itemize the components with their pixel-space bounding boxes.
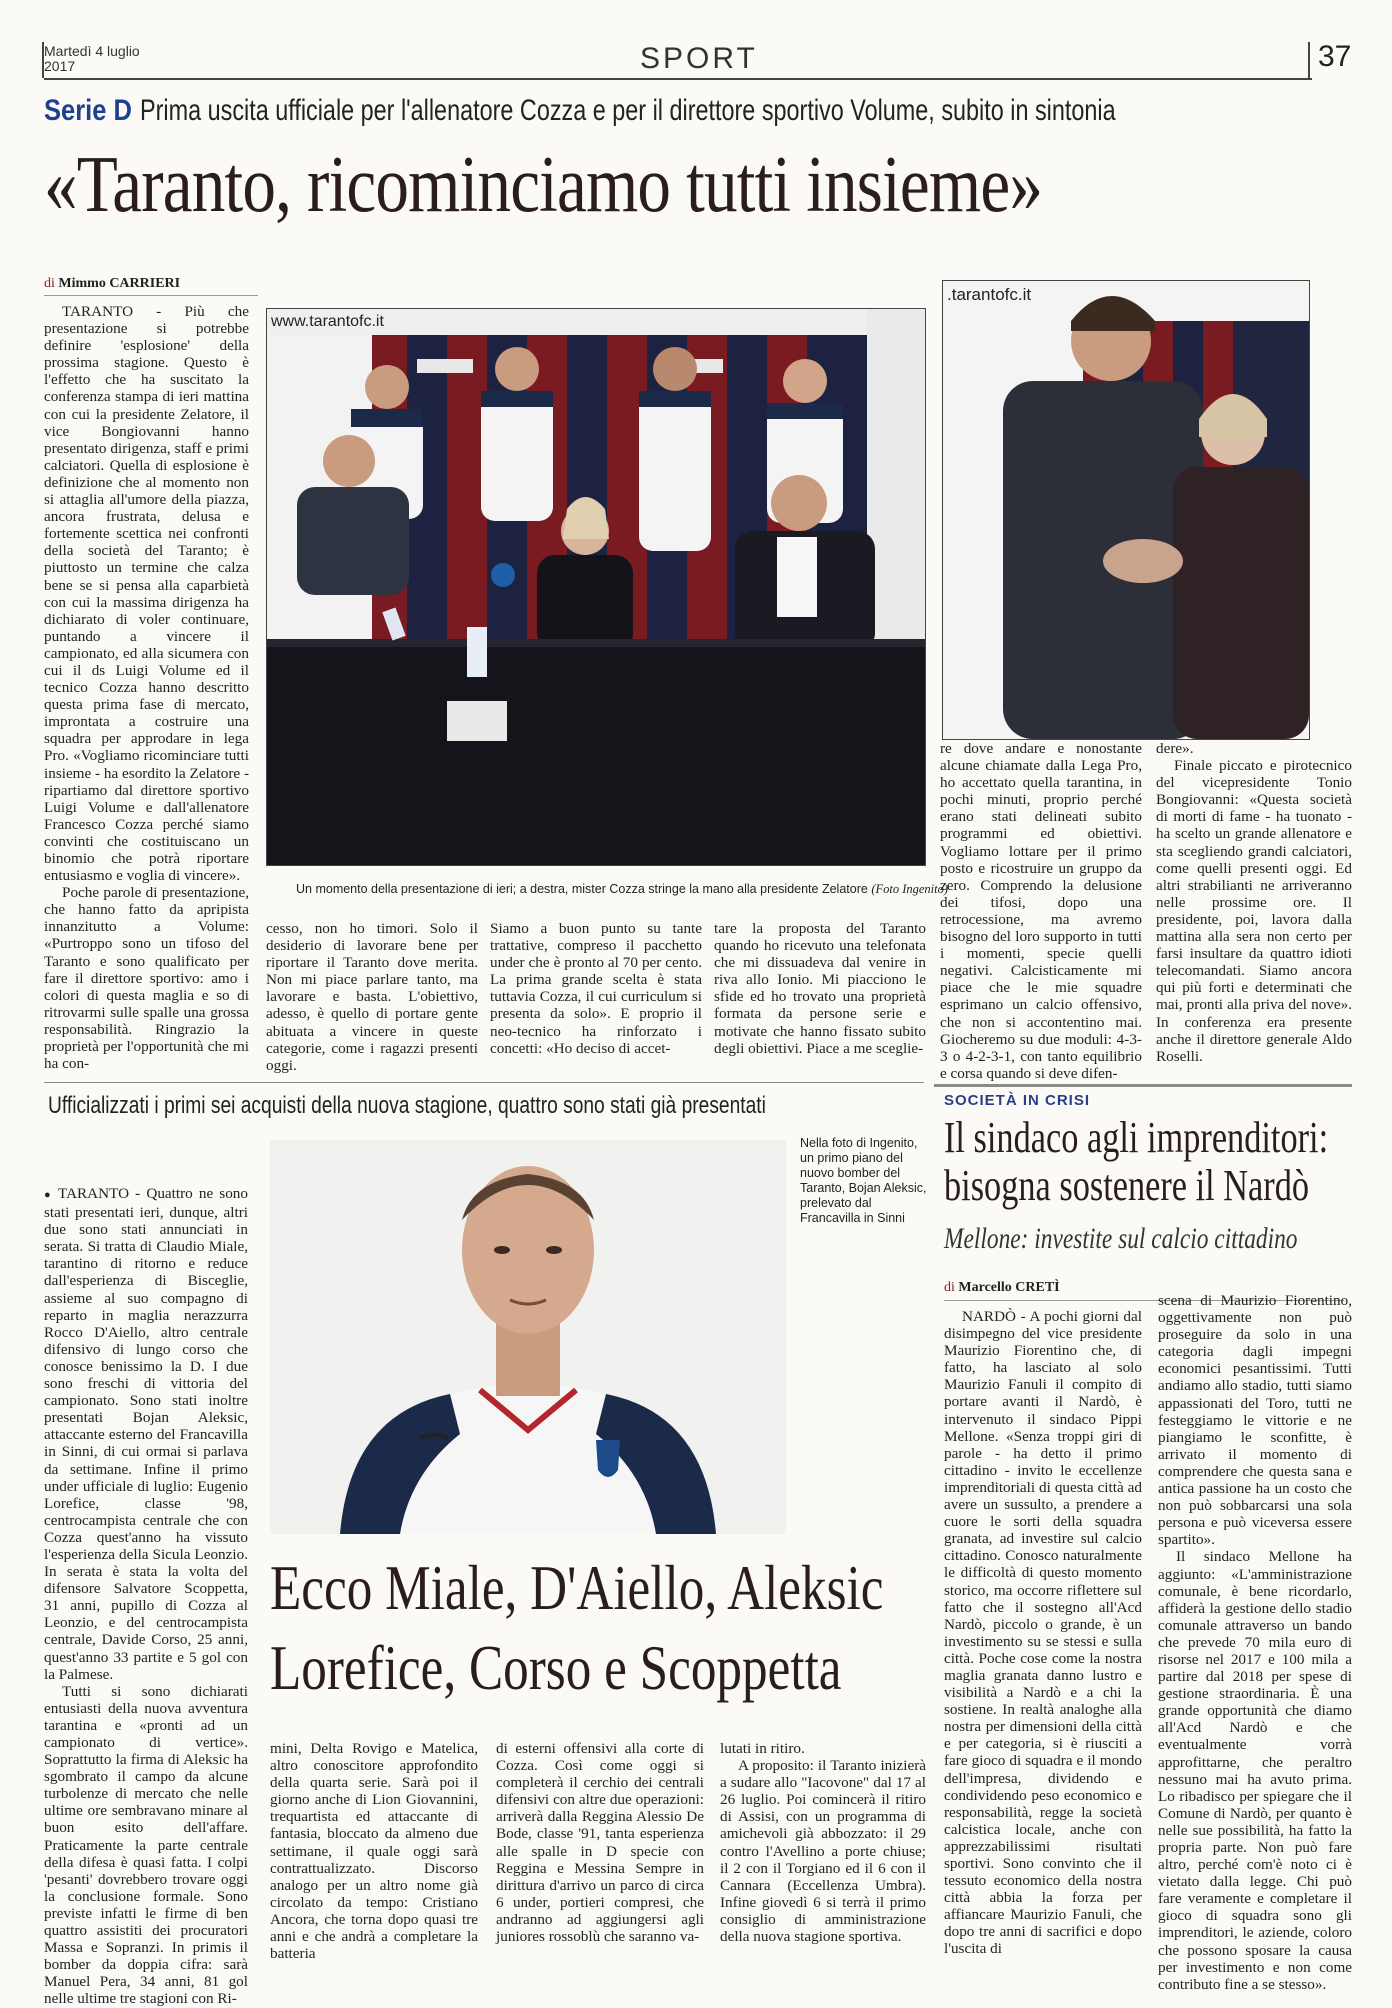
- page-number: 37: [1318, 40, 1352, 73]
- second-article-col-4: lutati in ritiro. A proposito: il Taranto inizierà a sudare allo "Iacovone" dal 17 al 26 luglio. Poi comincerà il ritiro di Assisi, con un programma di amichevoli già abbozzato: il 29 contro l'Avellino a porte chiuse; il 2 con il Torgiano ed il 6 con il Cannara (Eccellenza Umbra). Infine giovedì 6 si terrà il primo consiglio di amministrazione della nuova stagione sportiva.: [720, 1740, 926, 1946]
- main-article-col-4: tare la proposta del Taranto quando ho ricevuto una telefonata che mi dissuadeva dal venire in riva allo Ionio. Mi piacciono le sfide ed ho trovato una proprietà formata da persone serie e motivate che hanno fissato subito degli obiettivi. Piace a me sceglie-: [714, 920, 926, 1057]
- main-article-col-5: re dove andare e nonostante alcune chiamate dalla Lega Pro, ho accettato quella tarantina, in pochi minuti, proprio perché erano stati delineati subito programmi ed obiettivi. Vogliamo lottare per il primo posto e ricostruire un gruppo da zero. Comprendo la delusione dei tifosi, dopo una retrocessione, ma avremo bisogno del loro supporto in tutti i momenti, specie quelli negativi. Calcisticamente mi piace che le mie squadre esprimano un calcio offensivo, che non si accontentino mai. Giocheremo su due moduli: 4-3-3 o 4-2-3-1, con tanto equilibrio e corsa quando si deve difen-: [940, 740, 1142, 1082]
- main-article-col-2: cesso, non ho timori. Solo il desiderio di lavorare bene per riportare il Taranto dove merita. Non mi piace parlare tanto, ma lavorare e basta. L'obiettivo, adesso, è quello di portare gente abituata a vincere in queste categorie, come i ragazzi presenti oggi.: [266, 920, 478, 1074]
- aleksic-portrait-photo: [270, 1140, 786, 1534]
- third-byline: di Marcello CRETÌ: [944, 1280, 1060, 1295]
- handshake-photo: [942, 280, 1310, 740]
- aleksic-caption: Nella foto di Ingenito, un primo piano del nuovo bomber del Taranto, Bojan Aleksic, prelevato dal Francavilla in Sinni: [800, 1136, 927, 1225]
- main-kicker-tag: Serie D: [44, 94, 132, 127]
- section-title: SPORT: [640, 42, 758, 75]
- third-article-col-2: scena di Maurizio Fiorentino, oggettivamente non può proseguire da solo in una categoria dagli impegni economici pesantissimi. Tutti andiamo allo stadio, tutti siamo appassionati del Toro, tutti ne festeggiamo le vittorie e ne piangiamo le sconfitte, è arrivato il momento di comprendere che questa sana e antica passione ha un costo che non può sobbarcarsi una sola persona e può viceversa essere spartito». Il sindaco Mellone ha aggiunto: «L'amministrazione comunale, è bene ricordarlo, affiderà la gestione dello stadio comunale attraverso un bando che prevede 70 mila euro di risorse nel 2017 e 100 mila a partire dal 2018 per spese di gestione straordinaria. È una grande opportunità che diamo all'Acd Nardò e che eventualmente vorrà approfittarne, che peraltro nessuno mai ha avuto prima. Lo ribadisco per spiegare che il Comune di Nardò, per quanto è nelle sue possibilità, ha fatto la propria parte. Non può fare altro, perché com'è noto ci è vietato dalla legge. Chi può fare veramente e completare il gioco di squadra sono gli imprenditori, le aziende, coloro che possono sposare la causa per investimento e non come contributo fine a se stesso».: [1158, 1292, 1352, 1993]
- main-byline: di Mimmo CARRIERI: [44, 276, 181, 291]
- press-conference-image: [267, 309, 925, 865]
- main-kicker-text: Prima uscita ufficiale per l'allenatore Cozza e per il direttore sportivo Volume, subito in sintonia: [139, 94, 1116, 127]
- third-subheadline: Mellone: investite sul calcio cittadino: [944, 1222, 1298, 1255]
- crisis-tag: SOCIETÀ IN CRISI: [944, 1092, 1091, 1109]
- second-headline: Ecco Miale, D'Aiello, Aleksic Lorefice, Corso e Scoppetta: [270, 1552, 884, 1703]
- aleksic-portrait-image: [270, 1140, 786, 1534]
- third-article-col-1: NARDÒ - A pochi giorni dal disimpegno del vice presidente Maurizio Fiorentino che, di fatto, ha lasciato al solo Maurizio Fanuli il compito di portare avanti il Nardò, è intervenuto il sindaco Pippi Mellone. «Senza troppi giri di parole - ha detto il primo cittadino - invito le eccellenze imprenditoriali di questa città ad avere un sussulto, a prendere a cuore le sorti della squadra granata, ad investire sul calcio cittadino. Conosco naturalmente le difficoltà di questo momento storico, ma occorre riflettere sul fatto che il sostegno all'Acd Nardò, piccolo o grande, è un investimento su se stessi e sulla città. Poche cose come la nostra maglia granata danno lustro e visibilità a Nardò e a chi la sostiene. In realtà analoghe alla nostra per dimensioni della città e per categoria, si è riusciti a fare gioco di squadra e il mondo dell'impresa, dividendo e condividendo peso economico e responsabilità, regge la società calcistica locale, anche con apprezzabilissimi risultati sportivi. Sono convinto che il tessuto economico della nostra città abbia la forza per affiancare Maurizio Fanuli, che dopo tre anni di sacrifici e dopo l'uscita di: [944, 1308, 1142, 1958]
- photo-banner-text: www.tarantofc.it: [271, 313, 384, 330]
- main-article-col-6: dere». Finale piccato e pirotecnico del vicepresidente Tonio Bongiovanni: «Questa società di morti di fame - ha tuonato - ha scelto un grande allenatore e sta scegliendo grandi calciatori, come quelli presenti oggi. Ed altri strabilianti ne arriveranno nelle prossime ore. Il presidente, poi, lavora dalla mattina alla sera non certo per farsi insultare da quattro idioti telecomandati. Siamo ancora qui più forti e determinati che mai, pronti alla priva del nove». In conferenza era presente anche il direttore generale Aldo Roselli.: [1156, 740, 1352, 1065]
- press-conference-caption: Un momento della presentazione di ieri; a destra, mister Cozza stringe la mano alla presidente Zelatore (Foto Ingenito): [296, 882, 949, 896]
- press-conference-photo: [266, 308, 926, 866]
- header-date: Martedì 4 luglio 2017: [44, 43, 140, 74]
- main-kicker: [44, 94, 1344, 128]
- main-headline: «Taranto, ricominciamo tutti insieme»: [44, 141, 1043, 229]
- main-article-col-3: Siamo a buon punto su tante trattative, compreso il pacchetto under che è pronto al 70 per cento. La prima grande scelta è stata tuttavia Cozza, il cui curriculum si presenta da solo». E proprio il neo-tecnico ha rinforzato i concetti: «Ho deciso di accet-: [490, 920, 702, 1057]
- third-headline: Il sindaco agli imprenditori: bisogna sostenere il Nardò: [944, 1113, 1329, 1210]
- photo2-banner-text: .tarantofc.it: [947, 285, 1032, 304]
- second-article-col-2: mini, Delta Rovigo e Matelica, altro conoscitore approfondito della quarta serie. Sarà poi il giorno anche di Lion Giovannini, trequartista ed attaccante di fantasia, bloccato da almeno due settimane, il quale oggi sarà contrattualizzato. Discorso analogo per un altro nome già circolato da tempo: Cristiano Ancora, che torna dopo quasi tre anni e che andrà a completare la batteria: [270, 1740, 478, 1963]
- main-article-col-1: TARANTO - Più che presentazione si potrebbe definire 'esplosione' della prossima stagione. Questo è l'effetto che ha suscitato la conferenza stampa di ieri mattina con cui la presidente Zelatore, il vice Bongiovanni hanno presentato dirigenza, staff e primi calciatori. Quella di esplosione è definizione che al momento non si attaglia all'umore della piazza, ancora frustrata, delusa e fortemente scettica nei confronti della società del Taranto; è piuttosto un termine che calza bene se si pensa alla caparbietà con cui la massima dirigenza ha dichiarato di voler continuare, puntando a vincere il campionato, ed alla sicumera con cui il ds Luigi Volume ed il tecnico Cozza hanno descritto questa prima fase di mercato, improntata a costruire una squadra per approdare in lega Pro. «Vogliamo ricominciare tutti insieme - ha esordito la Zelatore - ripartiamo dal direttore sportivo Luigi Volume e dall'allenatore Francesco Cozza perché siamo convinti che costituiscano un binomio che potrà riportare entusiasmo e voglia di vincere». Poche parole di presentazione, che hanno fatto da apripista innanzitutto a Volume: «Purtroppo sono un tifoso del Taranto e sono qualificato per fare il direttore sportivo: amo i colori di questa maglia e so di ritrovarmi sulle spalle una grossa responsabilità. Ringrazio la proprietà per l'opportunità che mi ha con-: [44, 303, 249, 1073]
- handshake-image: [943, 281, 1309, 739]
- second-article-col-3: di esterni offensivi alla corte di Cozza. Così come oggi si completerà il cerchio dei centrali difensivi con altre due operazioni: arriverà dalla Reggina Alessio De Bode, classe '91, tanta esperienza alle spalle in D specie con Reggina e Messina Sempre in dirittura d'arrivo un parco di circa 6 under, portieri compresi, che andranno ad aggiungersi agli juniores rossoblù che saranno va-: [496, 1740, 704, 1946]
- second-kicker: Ufficializzati i primi sei acquisti della nuova stagione, quattro sono stati già presentati: [48, 1092, 766, 1119]
- second-article-col-1: ● TARANTO - Quattro ne sono stati presentati ieri, dunque, altri due sono stati annunciati in serata. Si tratta di Claudio Miale, tarantino di ritorno e reduce dall'esperienza di Bisceglie, assieme al suo compagno di reparto in maglia nerazzurra Rocco D'Aiello, altro centrale difensivo di lungo corso che conosce benissimo la D. I due sono freschi di vittoria del campionato. Sono stati inoltre presentati Bojan Aleksic, attaccante esterno del Francavilla in Sinni, di cui ormai si parlava da settimane. Infine il primo under ufficiale di luglio: Eugenio Lorefice, classe '98, centrocampista centrale che con Cozza quest'anno ha vissuto l'esperienza della Sicula Leonzio. In serata è stata la volta del difensore Salvatore Scoppetta, 31 anni, pupillo di Cozza al Leonzio, e del centrocampista centrale, Davide Corso, 25 anni, quest'anno 33 partite e 5 gol con la Palmese. Tutti si sono dichiarati entusiasti della nuova avventura tarantina e «pronti ad un campionato di vertice». Soprattutto la firma di Aleksic ha sgombrato il campo da alcune turbolenze di mercato che nelle ultime ore sembravano minare al buon esito dell'affare. Praticamente la parte centrale della difesa è quasi fatta. I colpi 'pesanti' dovrebbero trovare oggi la conclusione formale. Sono previste infatti le firme di ben quattro assistiti dei procuratori Massa e Sopranzi. In primis il bomber da doppia cifra: sarà Manuel Pera, 34 anni, 81 gol nelle ultime tre stagioni con Ri-: [44, 1185, 248, 2008]
